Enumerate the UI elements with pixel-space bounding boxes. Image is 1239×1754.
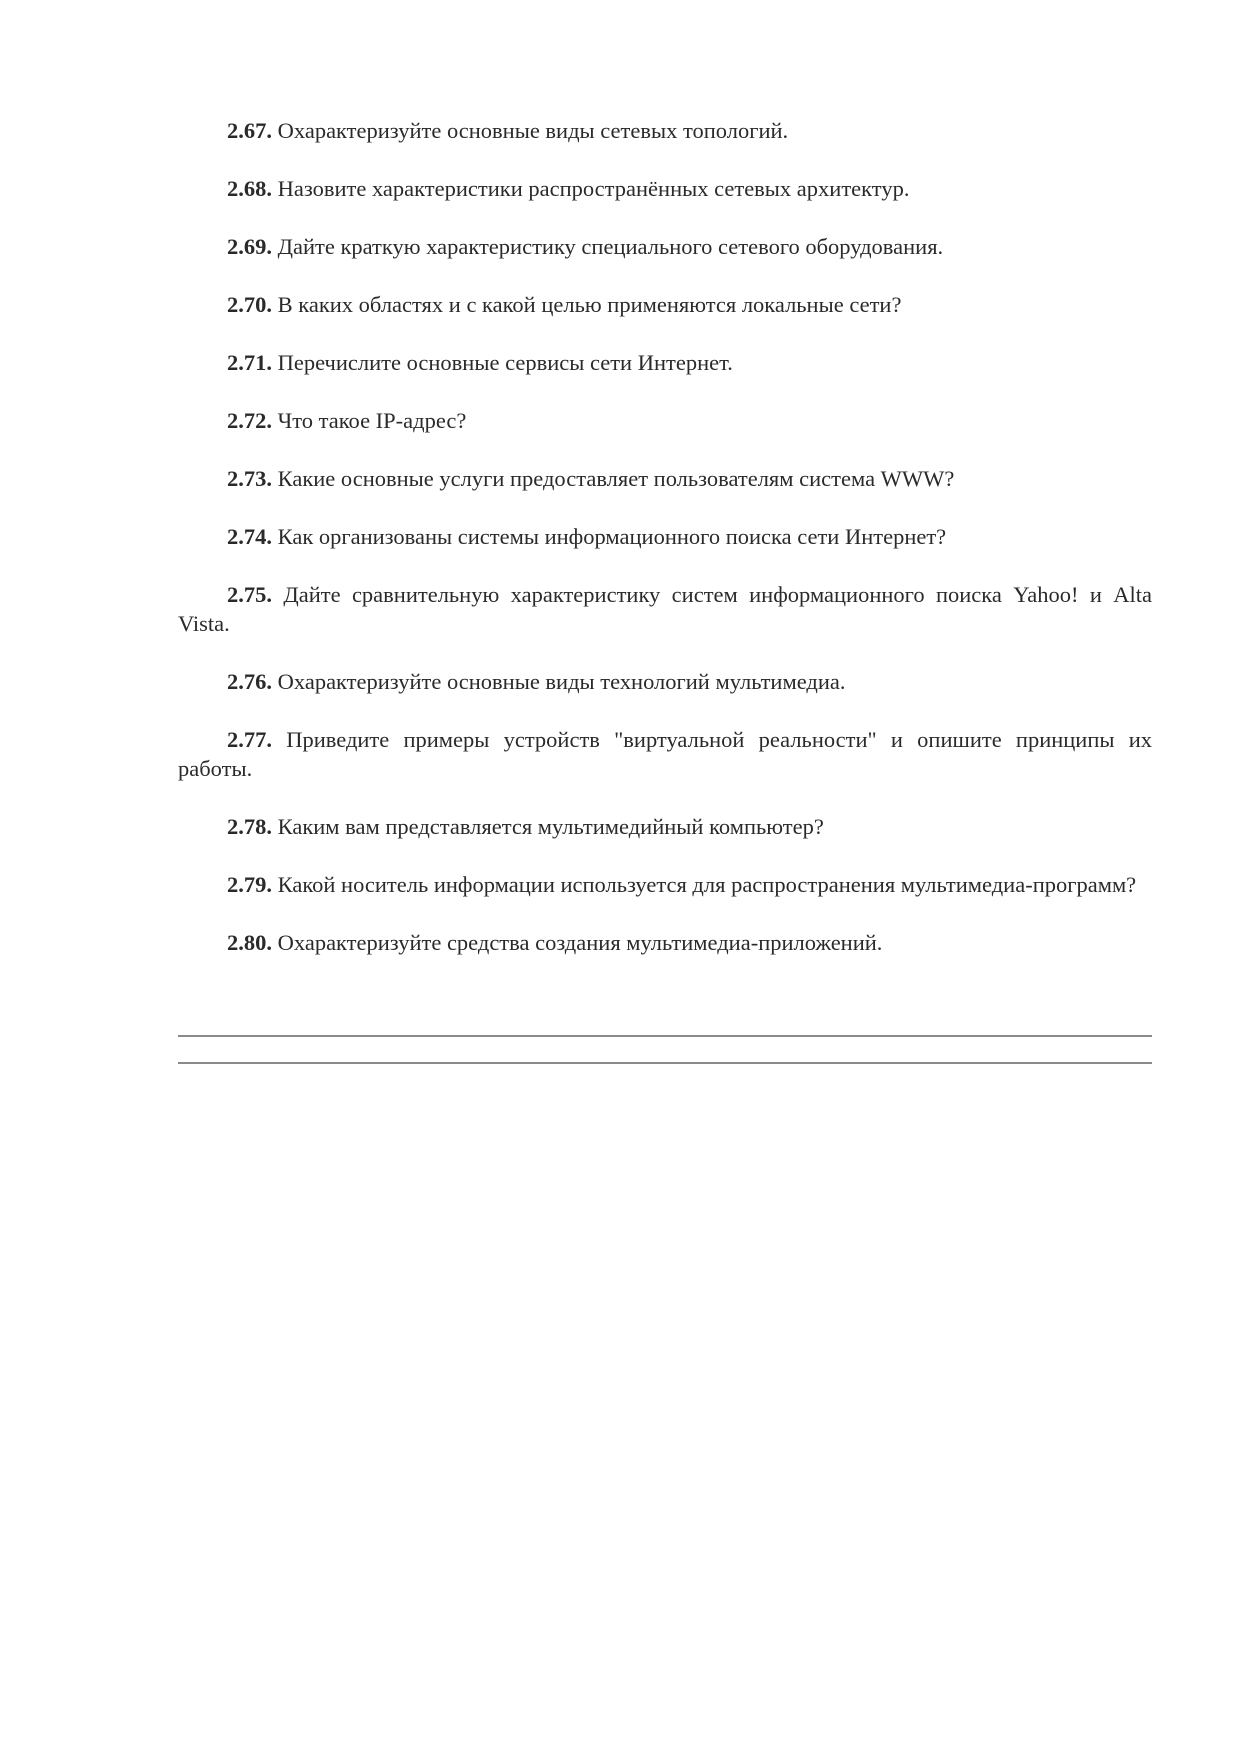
question-item [178,928,1152,957]
question-text: Как организованы системы информационного поиска сети Интернет? [277,524,947,549]
question-text: Дайте краткую характеристику специального сетевого оборудования. [277,234,944,259]
question-item [178,116,1152,145]
section-divider-top [178,1035,1152,1037]
question-number: 2.73. [227,466,272,491]
question-number: 2.79. [227,872,272,897]
question-number: 2.76. [227,669,272,694]
question-list [178,116,1152,957]
question-text: Дайте сравнительную характеристику систем информационного поиска Yahoo! и Alta Vista. [178,582,1152,636]
question-number: 2.71. [227,350,272,375]
question-number: 2.70. [227,292,272,317]
question-item [178,348,1152,377]
question-item [178,464,1152,493]
question-item [178,580,1152,638]
question-number: 2.69. [227,234,272,259]
question-text: Что такое IP-адрес? [277,408,467,433]
question-item [178,725,1152,783]
question-text: Какой носитель информации используется для распространения мультимедиа-программ? [277,872,1137,897]
question-item [178,870,1152,899]
question-text: Охарактеризуйте средства создания мультимедиа-приложений. [277,930,883,955]
question-text: Перечислите основные сервисы сети Интернет. [277,350,733,375]
question-item [178,667,1152,696]
section-divider-bottom [178,1062,1152,1064]
question-text: Охарактеризуйте основные виды технологий мультимедиа. [277,669,846,694]
question-number: 2.67. [227,118,272,143]
question-item [178,812,1152,841]
question-item [178,522,1152,551]
question-text: Приведите примеры устройств "виртуальной реальности" и опишите принципы их работы. [178,727,1153,781]
question-number: 2.68. [227,176,272,201]
question-text: Какие основные услуги предоставляет пользователям система WWW? [277,466,955,491]
question-number: 2.75. [227,582,272,607]
question-number: 2.74. [227,524,272,549]
question-number: 2.78. [227,814,272,839]
question-item [178,406,1152,435]
question-item [178,174,1152,203]
question-text: В каких областях и с какой целью применяются локальные сети? [277,292,902,317]
question-text: Каким вам представляется мультимедийный компьютер? [277,814,824,839]
question-number: 2.72. [227,408,272,433]
question-item [178,232,1152,261]
question-number: 2.80. [227,930,272,955]
question-text: Охарактеризуйте основные виды сетевых топологий. [277,118,789,143]
question-item [178,290,1152,319]
question-text: Назовите характеристики распространённых сетевых архитектур. [277,176,910,201]
question-number: 2.77. [227,727,272,752]
